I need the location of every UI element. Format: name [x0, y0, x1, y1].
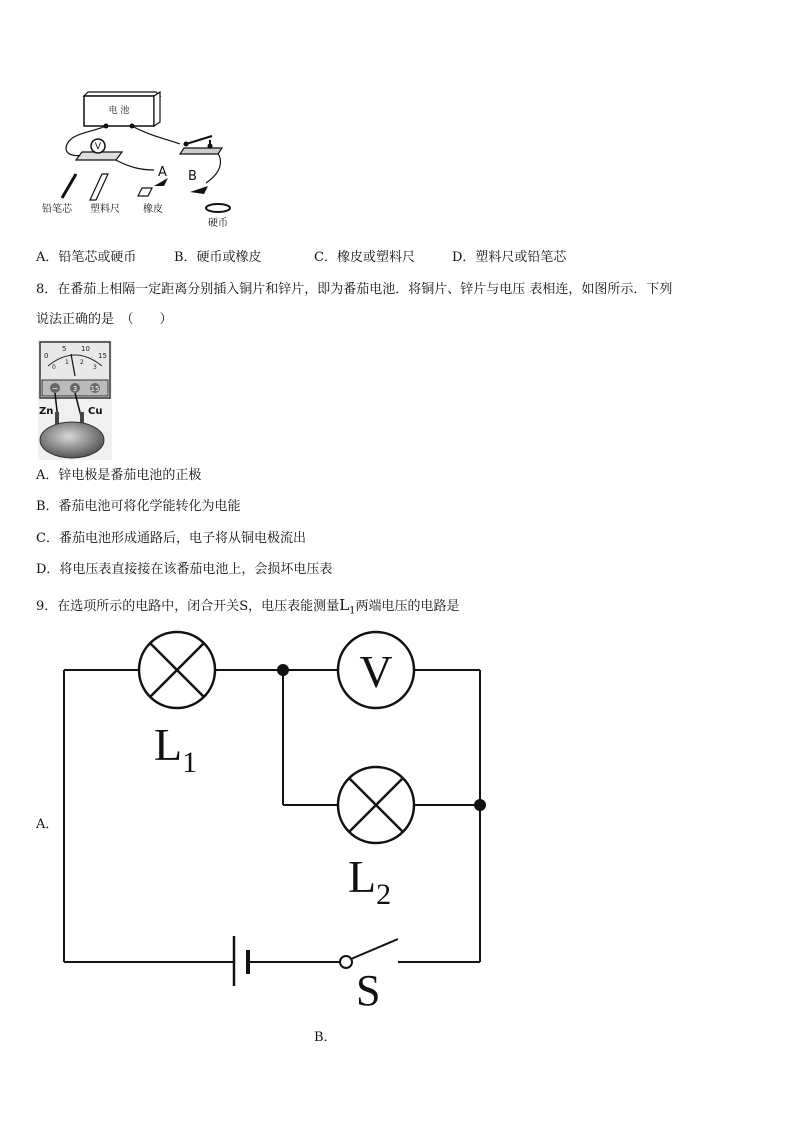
- scale-bottom: 3: [93, 364, 97, 371]
- option-c: C．橡皮或塑料尺: [314, 250, 415, 265]
- q7-options: [36, 249, 566, 267]
- junction-dot: [277, 664, 289, 676]
- lamp-l2-letter: L: [348, 851, 377, 902]
- lamp-l1-sub: 1: [182, 746, 198, 779]
- battery-symbol: [234, 936, 248, 986]
- lamp-l2: [338, 767, 414, 843]
- option-d: D．塑料尺或铅笔芯: [452, 250, 567, 265]
- switch-s: [340, 939, 398, 968]
- q8-stem-line1: 8．在番茄上相隔一定距离分别插入铜片和锌片，即为番茄电池．将铜片、锌片与电压 表相连，如图所示．下列: [36, 282, 673, 297]
- lamp-l1-letter: L: [154, 719, 183, 770]
- q9-label-b: B．: [314, 1030, 337, 1045]
- terminal-label: −: [51, 384, 59, 393]
- q8-figure: [38, 340, 112, 460]
- zn-label: Zn: [39, 406, 54, 417]
- battery-box: [84, 92, 160, 129]
- lamp-l1-label: [154, 719, 197, 779]
- scale-bottom: 0: [52, 364, 56, 371]
- item-label: 铅笔芯: [42, 204, 72, 215]
- item-label: 硬币: [208, 218, 228, 229]
- q8-stem-line2: 说法正确的是 （ ）: [36, 312, 173, 327]
- q9-stem-sub: 1: [349, 605, 356, 617]
- q9-stem-l: L: [339, 596, 350, 614]
- item-label: 橡皮: [143, 204, 163, 215]
- lamp-l2-sub: 2: [376, 878, 392, 911]
- q8-option-c: C．番茄电池形成通路后，电子将从铜电极流出: [36, 531, 306, 546]
- switch-label: S: [356, 966, 381, 1015]
- switch-device: [180, 136, 222, 154]
- scale-bottom: 2: [80, 359, 84, 366]
- q8-option-b: B．番茄电池可将化学能转化为电能: [36, 499, 241, 514]
- voltmeter: [338, 632, 414, 708]
- scale-top: 15: [98, 352, 107, 360]
- junction-dot: [474, 799, 486, 811]
- q9-stem-suffix: 两端电压的电路是: [355, 599, 460, 614]
- q9-label-a: A．: [36, 817, 59, 832]
- meter-symbol: V: [94, 142, 102, 152]
- meter-base: [76, 139, 122, 160]
- label-b: B: [188, 169, 197, 184]
- option-a: A．铅笔芯或硬币: [36, 250, 137, 265]
- cu-label: Cu: [88, 406, 103, 417]
- scale-top: 10: [81, 345, 90, 353]
- battery-label: 电 池: [108, 106, 130, 116]
- scale-top: 0: [44, 352, 49, 360]
- coin: [206, 204, 230, 212]
- voltmeter-dial: [40, 342, 110, 398]
- q9-stem-prefix: 9．在选项所示的电路中，闭合开关S，电压表能测量: [36, 599, 340, 614]
- q8-option-d: D．将电压表直接接在该番茄电池上，会损坏电压表: [36, 562, 333, 577]
- tomato: [40, 422, 104, 458]
- pencil-lead: [62, 174, 76, 198]
- scale-top: 5: [62, 345, 67, 353]
- plastic-ruler: [90, 174, 108, 200]
- item-label: 塑料尺: [90, 204, 120, 215]
- lamp-l1: [139, 632, 215, 708]
- q9-stem: [36, 596, 460, 621]
- lamp-l2-label: [348, 851, 391, 911]
- label-a: A: [158, 165, 167, 180]
- scale-bottom: 1: [65, 359, 69, 366]
- eraser: [138, 188, 152, 196]
- q7-figure: [30, 88, 250, 233]
- terminal-label: 15: [90, 385, 100, 393]
- q9-circuit-a: [0, 620, 520, 1020]
- option-b: B．硬币或橡皮: [174, 250, 262, 265]
- voltmeter-symbol: V: [359, 646, 393, 697]
- q8-option-a: A．锌电极是番茄电池的正极: [36, 468, 202, 483]
- terminal-label: 3: [72, 385, 78, 393]
